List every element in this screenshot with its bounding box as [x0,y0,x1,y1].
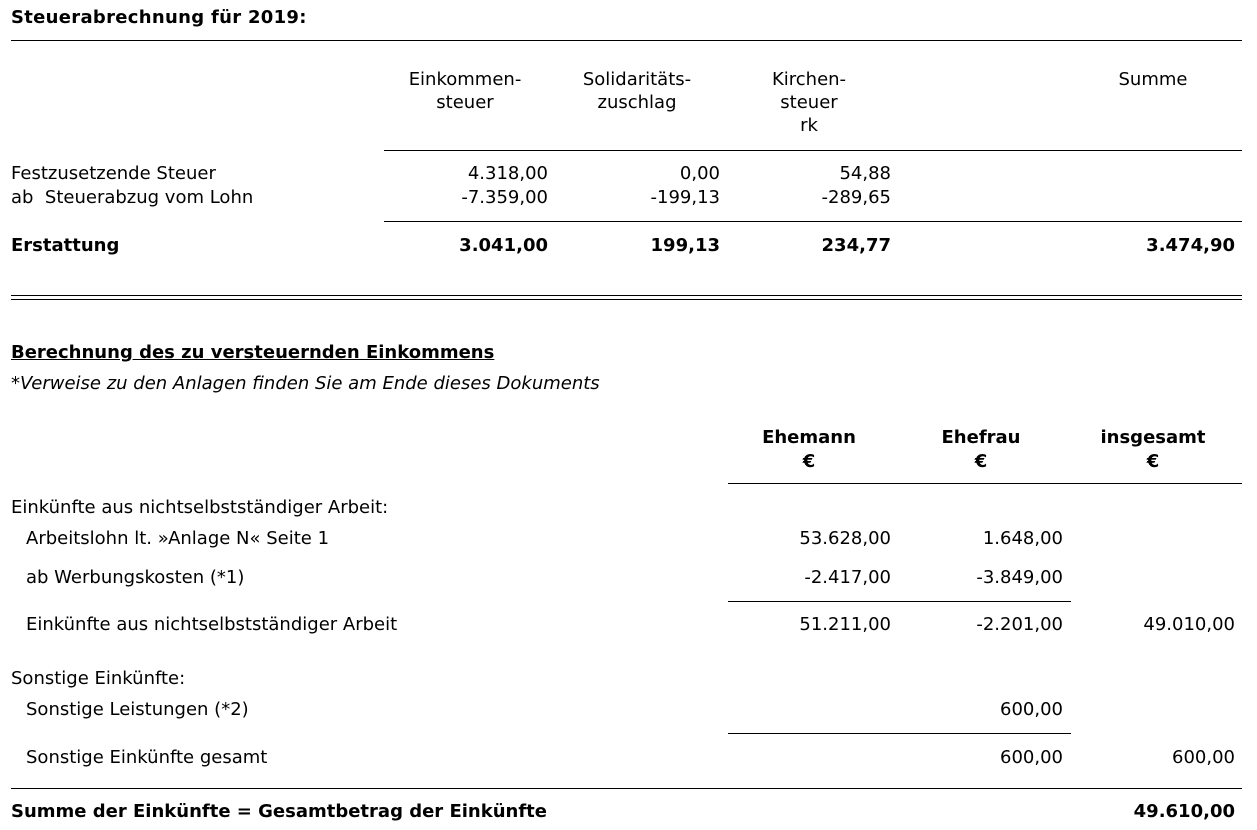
grand-total-value: 49.610,00 [1133,801,1235,822]
section2-title: Berechnung des zu versteuernden Einkommens [11,342,495,363]
header-summe [1073,68,1233,91]
row-label: ab Steuerabzug vom Lohn [11,187,254,208]
double-rule-top [11,295,1242,296]
header-text: steuer [436,92,494,113]
total-einkommensteuer: 3.041,00 [459,235,548,256]
double-rule-bottom [11,299,1242,300]
header-ehemann [729,426,889,474]
value-insgesamt: 600,00 [1172,747,1235,768]
subtotal-rule [728,733,1071,734]
row-label: Festzusetzende Steuer [11,163,216,184]
value-kirchensteuer: -289,65 [821,187,891,208]
header-text: Summe [1118,69,1188,90]
header-text: zuschlag [597,92,677,113]
grand-total-rule [11,788,1242,789]
section1-title: Steuerabrechnung für 2019: [11,7,307,28]
total-kirchensteuer: 234,77 [821,235,891,256]
row-label: Arbeitslohn lt. »Anlage N« Seite 1 [26,528,330,549]
value-ehefrau: 1.648,00 [982,528,1063,549]
header-text: Kirchen- [771,69,847,90]
group-heading: Einkünfte aus nichtselbstständiger Arbeit: [11,497,389,518]
header-text: steuer [780,92,838,113]
header-einkommensteuer [385,68,545,114]
header-currency: € [1146,451,1160,472]
subtotal-rule [728,601,1071,602]
header-currency: € [974,451,988,472]
header-text: Solidaritäts- [582,69,692,90]
total-summe: 3.474,90 [1146,235,1235,256]
table-header-rule [384,150,1242,151]
value-ehefrau: -2.201,00 [976,614,1063,635]
value-einkommensteuer: -7.359,00 [461,187,548,208]
header-text: Einkommen- [408,69,522,90]
value-ehemann: 51.211,00 [799,614,891,635]
header-text: rk [800,115,818,136]
value-insgesamt: 49.010,00 [1143,614,1235,635]
row-label: Sonstige Einkünfte gesamt [26,747,268,768]
header-text: Ehemann [762,427,856,448]
row-label: ab Werbungskosten (*1) [26,567,245,588]
table-header-rule [728,483,1242,484]
header-ehefrau [901,426,1061,474]
value-ehemann: -2.417,00 [804,567,891,588]
value-soli: -199,13 [650,187,720,208]
row-label: Sonstige Leistungen (*2) [26,699,249,720]
header-insgesamt [1073,426,1233,474]
row-label: Einkünfte aus nichtselbstständiger Arbeit [26,614,398,635]
total-rule [384,221,1242,222]
header-text: Ehefrau [941,427,1021,448]
group-heading: Sonstige Einkünfte: [11,668,186,689]
total-label: Erstattung [11,235,120,256]
value-ehefrau: 600,00 [1000,699,1063,720]
grand-total-label: Summe der Einkünfte = Gesamtbetrag der Einkünfte [11,801,547,822]
header-currency: € [802,451,816,472]
section2-note: *Verweise zu den Anlagen finden Sie am Ende dieses Dokuments [11,373,600,394]
value-einkommensteuer: 4.318,00 [467,163,548,184]
title-rule [11,40,1242,41]
header-kirchensteuer [729,68,889,137]
value-kirchensteuer: 54,88 [839,163,891,184]
value-ehemann: 53.628,00 [799,528,891,549]
header-solidaritaetszuschlag [557,68,717,114]
value-soli: 0,00 [679,163,720,184]
value-ehefrau: -3.849,00 [976,567,1063,588]
total-soli: 199,13 [650,235,720,256]
value-ehefrau: 600,00 [1000,747,1063,768]
header-text: insgesamt [1100,427,1206,448]
